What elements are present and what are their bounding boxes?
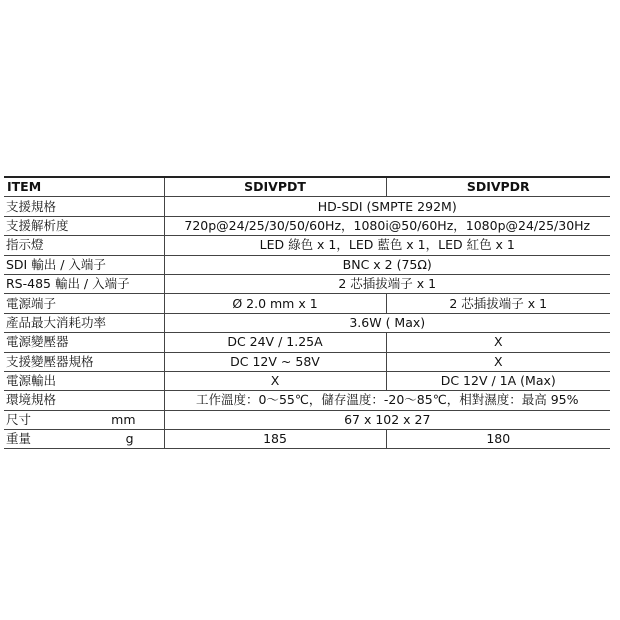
- table-row: [4, 197, 610, 216]
- row-value-shared: 3.6W ( Max): [164, 313, 610, 332]
- row-value-sdivpdr: DC 12V / 1A (Max): [386, 371, 610, 390]
- row-label-text: 尺寸: [6, 411, 32, 427]
- row-label-text: 重量: [6, 431, 32, 447]
- spec-table: [4, 176, 610, 449]
- table-row: [4, 294, 610, 313]
- header-sdivpdr: SDIVPDR: [386, 177, 610, 197]
- row-value-shared: HD-SDI (SMPTE 292M): [164, 197, 610, 216]
- row-unit: g: [125, 431, 134, 447]
- row-value-shared: 67 x 102 x 27: [164, 410, 610, 429]
- table-row: [4, 216, 610, 235]
- row-value-shared: BNC x 2 (75Ω): [164, 255, 610, 274]
- table-row: [4, 255, 610, 274]
- table-row: [4, 274, 610, 293]
- row-label: 產品最大消耗功率: [4, 313, 164, 332]
- row-value-sdivpdt: DC 24V / 1.25A: [164, 333, 386, 352]
- row-label: SDI 輸出 / 入端子: [4, 255, 164, 274]
- table-row: [4, 430, 610, 449]
- row-label: 指示燈: [4, 236, 164, 255]
- row-value-sdivpdt: 185: [164, 430, 386, 449]
- header-item: ITEM: [4, 177, 164, 197]
- table-row: [4, 352, 610, 371]
- table-row: [4, 391, 610, 410]
- row-value-sdivpdr: X: [386, 333, 610, 352]
- table-row: [4, 313, 610, 332]
- row-label: 環境規格: [4, 391, 164, 410]
- row-unit: mm: [111, 411, 136, 427]
- row-label: 電源變壓器: [4, 333, 164, 352]
- row-value-sdivpdr: X: [386, 352, 610, 371]
- row-label: [4, 410, 164, 429]
- row-value-shared: 2 芯插拔端子 x 1: [164, 274, 610, 293]
- row-value-shared: LED 綠色 x 1，LED 藍色 x 1，LED 紅色 x 1: [164, 236, 610, 255]
- row-value-sdivpdr: 180: [386, 430, 610, 449]
- table-row: [4, 333, 610, 352]
- header-sdivpdt: SDIVPDT: [164, 177, 386, 197]
- row-label: RS-485 輸出 / 入端子: [4, 274, 164, 293]
- spec-table-body: [4, 177, 610, 449]
- row-label: 支援解析度: [4, 216, 164, 235]
- row-label: [4, 430, 164, 449]
- row-label: 電源端子: [4, 294, 164, 313]
- row-value-shared: 720p@24/25/30/50/60Hz，1080i@50/60Hz，1080p@24/25/30Hz: [164, 216, 610, 235]
- row-label: 電源輸出: [4, 371, 164, 390]
- row-value-sdivpdt: Ø 2.0 mm x 1: [164, 294, 386, 313]
- row-label: 支援規格: [4, 197, 164, 216]
- table-header-row: [4, 177, 610, 197]
- row-value-sdivpdr: 2 芯插拔端子 x 1: [386, 294, 610, 313]
- table-row: [4, 236, 610, 255]
- row-value-sdivpdt: X: [164, 371, 386, 390]
- row-value-shared: 工作溫度：0～55℃，儲存溫度：-20～85℃，相對濕度：最高 95%: [164, 391, 610, 410]
- table-row: [4, 410, 610, 429]
- row-label: 支援變壓器規格: [4, 352, 164, 371]
- table-row: [4, 371, 610, 390]
- row-value-sdivpdt: DC 12V ~ 58V: [164, 352, 386, 371]
